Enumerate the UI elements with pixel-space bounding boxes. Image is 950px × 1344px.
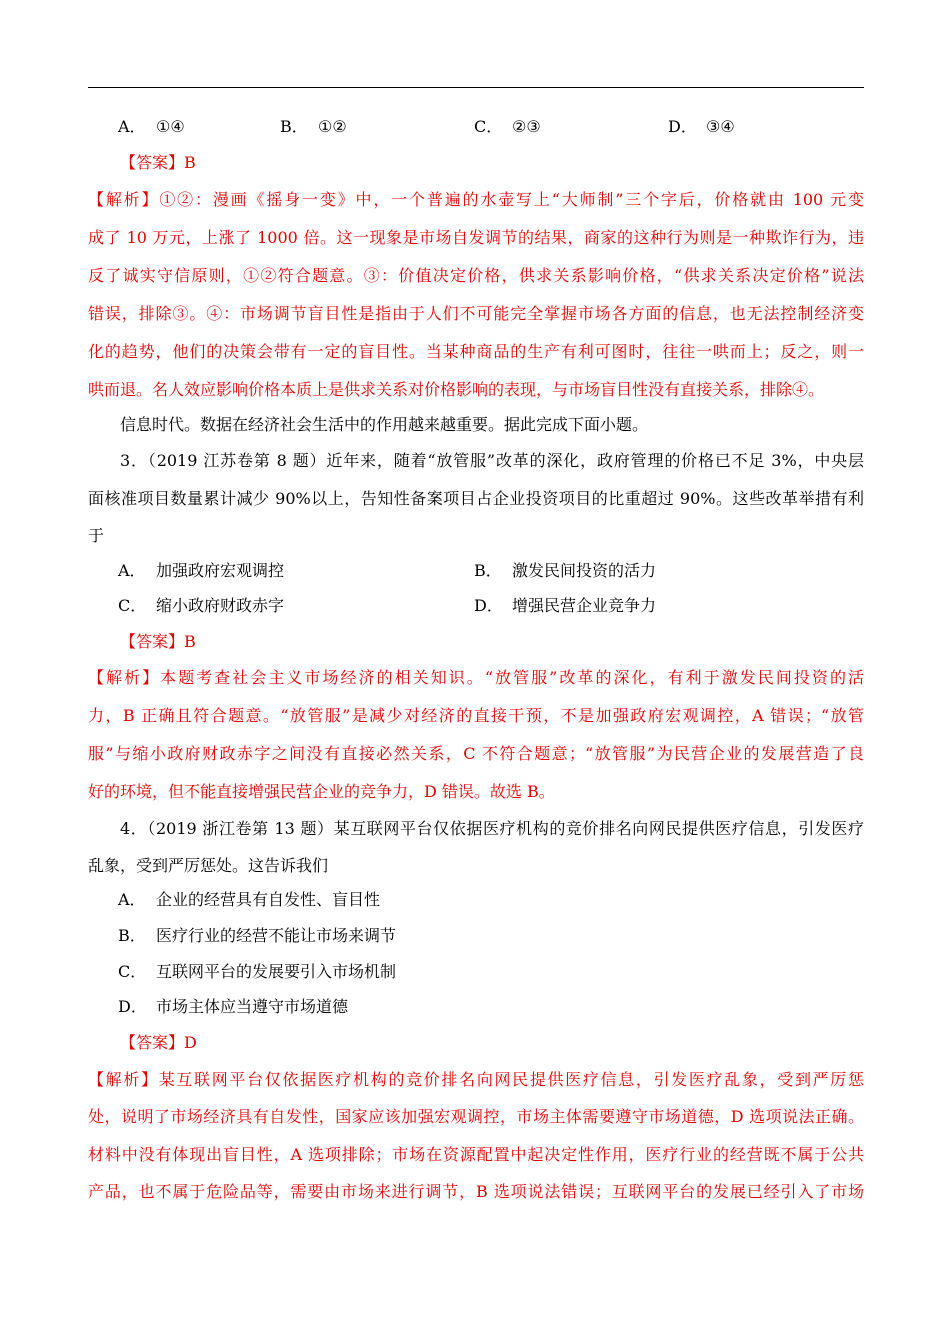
q4-option-b: [118, 926, 396, 946]
option-text: 企业的经营具有自发性、盲目性: [156, 890, 381, 909]
header-rule: [88, 87, 864, 88]
q2-analysis-line: 错误，排除③。④：市场调节盲目性是指由于人们不可能完全掌握市场各方面的信息，也无法控制经济变: [88, 304, 864, 323]
option-letter: B．: [474, 561, 502, 580]
option-letter: D．: [118, 997, 147, 1016]
q3-stem-line: 面核准项目数量累计减少 90%以上，告知性备案项目占企业投资项目的比重超过 90%。这些改革举措有利: [88, 489, 864, 508]
q2-option-d: [668, 117, 735, 137]
q4-analysis-line: 产品，也不属于危险品等，需要由市场来进行调节，B 选项说法错误；互联网平台的发展已经引入了市场: [88, 1182, 864, 1201]
option-text: ③④: [706, 117, 735, 136]
q4-option-a: [118, 890, 380, 910]
q4-analysis-line: 处，说明了市场经济具有自发性，国家应该加强宏观调控，市场主体需要遵守市场道德，D 选项说法正确。: [88, 1107, 864, 1126]
q4-analysis-line: 材料中没有体现出盲目性，A 选项排除；市场在资源配置中起决定性作用，医疗行业的经营既不属于公共: [88, 1145, 864, 1164]
option-letter: C．: [118, 596, 147, 615]
option-text: 缩小政府财政赤字: [156, 596, 285, 615]
option-text: 加强政府宏观调控: [156, 561, 285, 580]
option-text: 医疗行业的经营不能让市场来调节: [156, 926, 397, 945]
q3-stem-line: 于: [88, 526, 105, 545]
option-text: ①④: [156, 117, 185, 136]
q3-option-c: [118, 596, 284, 616]
option-text: 互联网平台的发展要引入市场机制: [156, 962, 397, 981]
q4-stem-line: 4．（2019 浙江卷第 13 题）某互联网平台仅依据医疗机构的竞价排名向网民提供医疗信息，引发医疗: [120, 819, 864, 838]
option-text: 增强民营企业竞争力: [512, 596, 657, 615]
q2-option-a: [118, 117, 185, 137]
option-letter: A．: [118, 561, 146, 580]
option-letter: B．: [280, 117, 308, 136]
q4-option-c: [118, 962, 396, 982]
option-letter: A．: [118, 890, 146, 909]
q3-option-d: [474, 596, 656, 616]
option-text: 激发民间投资的活力: [512, 561, 657, 580]
intro-text: 信息时代。数据在经济社会生活中的作用越来越重要。据此完成下面小题。: [120, 415, 649, 434]
q2-answer: 【答案】B: [120, 153, 196, 172]
q3-stem-line: 3．（2019 江苏卷第 8 题）近年来，随着“放管服”改革的深化，政府管理的价格已不足 3%，中央层: [120, 451, 864, 470]
option-letter: A．: [118, 117, 146, 136]
q2-analysis-line: 化的趋势，他们的决策会带有一定的盲目性。当某种商品的生产有利可图时，往往一哄而上；反之，则一: [88, 342, 864, 361]
q3-analysis-line: 好的环境，但不能直接增强民营企业的竞争力，D 错误。故选 B。: [88, 782, 555, 801]
option-letter: B．: [118, 926, 146, 945]
q2-analysis-line: 反了诚实守信原则，①②符合题意。③：价值决定价格，供求关系影响价格，“供求关系决定价格”说法: [88, 266, 864, 285]
q4-stem-line: 乱象，受到严厉惩处。这告诉我们: [88, 856, 329, 875]
q2-analysis-line: 【解析】①②：漫画《摇身一变》中，一个普遍的水壶写上“大师制”三个字后，价格就由 100 元变: [88, 190, 864, 209]
q3-analysis-line: 力，B 正确且符合题意。“放管服”是减少对经济的直接干预，不是加强政府宏观调控，A 错误；“放管: [88, 706, 864, 725]
option-letter: C．: [474, 117, 503, 136]
q2-analysis-line: 成了 10 万元，上涨了 1000 倍。这一现象是市场自发调节的结果，商家的这种行为则是一种欺诈行为，违: [88, 228, 864, 247]
option-text: ②③: [512, 117, 541, 136]
q3-analysis-line: 服”与缩小政府财政赤字之间没有直接必然关系，C 不符合题意；“放管服”为民营企业的发展营造了良: [88, 744, 864, 763]
q3-analysis-line: 【解析】本题考查社会主义市场经济的相关知识。“放管服”改革的深化，有利于激发民间投资的活: [88, 668, 864, 687]
option-letter: D．: [474, 596, 503, 615]
option-letter: C．: [118, 962, 147, 981]
q3-option-a: [118, 561, 284, 581]
q4-answer: 【答案】D: [120, 1033, 197, 1052]
option-text: 市场主体应当遵守市场道德: [156, 997, 349, 1016]
option-text: ①②: [318, 117, 347, 136]
q2-option-b: [280, 117, 347, 137]
q3-option-b: [474, 561, 656, 581]
q4-option-d: [118, 997, 348, 1017]
q4-analysis-line: 【解析】某互联网平台仅依据医疗机构的竞价排名向网民提供医疗信息，引发医疗乱象，受到严厉惩: [88, 1070, 864, 1089]
q2-option-c: [474, 117, 541, 137]
q2-analysis-line: 哄而退。名人效应影响价格本质上是供求关系对价格影响的表现，与市场盲目性没有直接关系，排除④。: [88, 380, 825, 399]
option-letter: D．: [668, 117, 697, 136]
q3-answer: 【答案】B: [120, 632, 196, 651]
